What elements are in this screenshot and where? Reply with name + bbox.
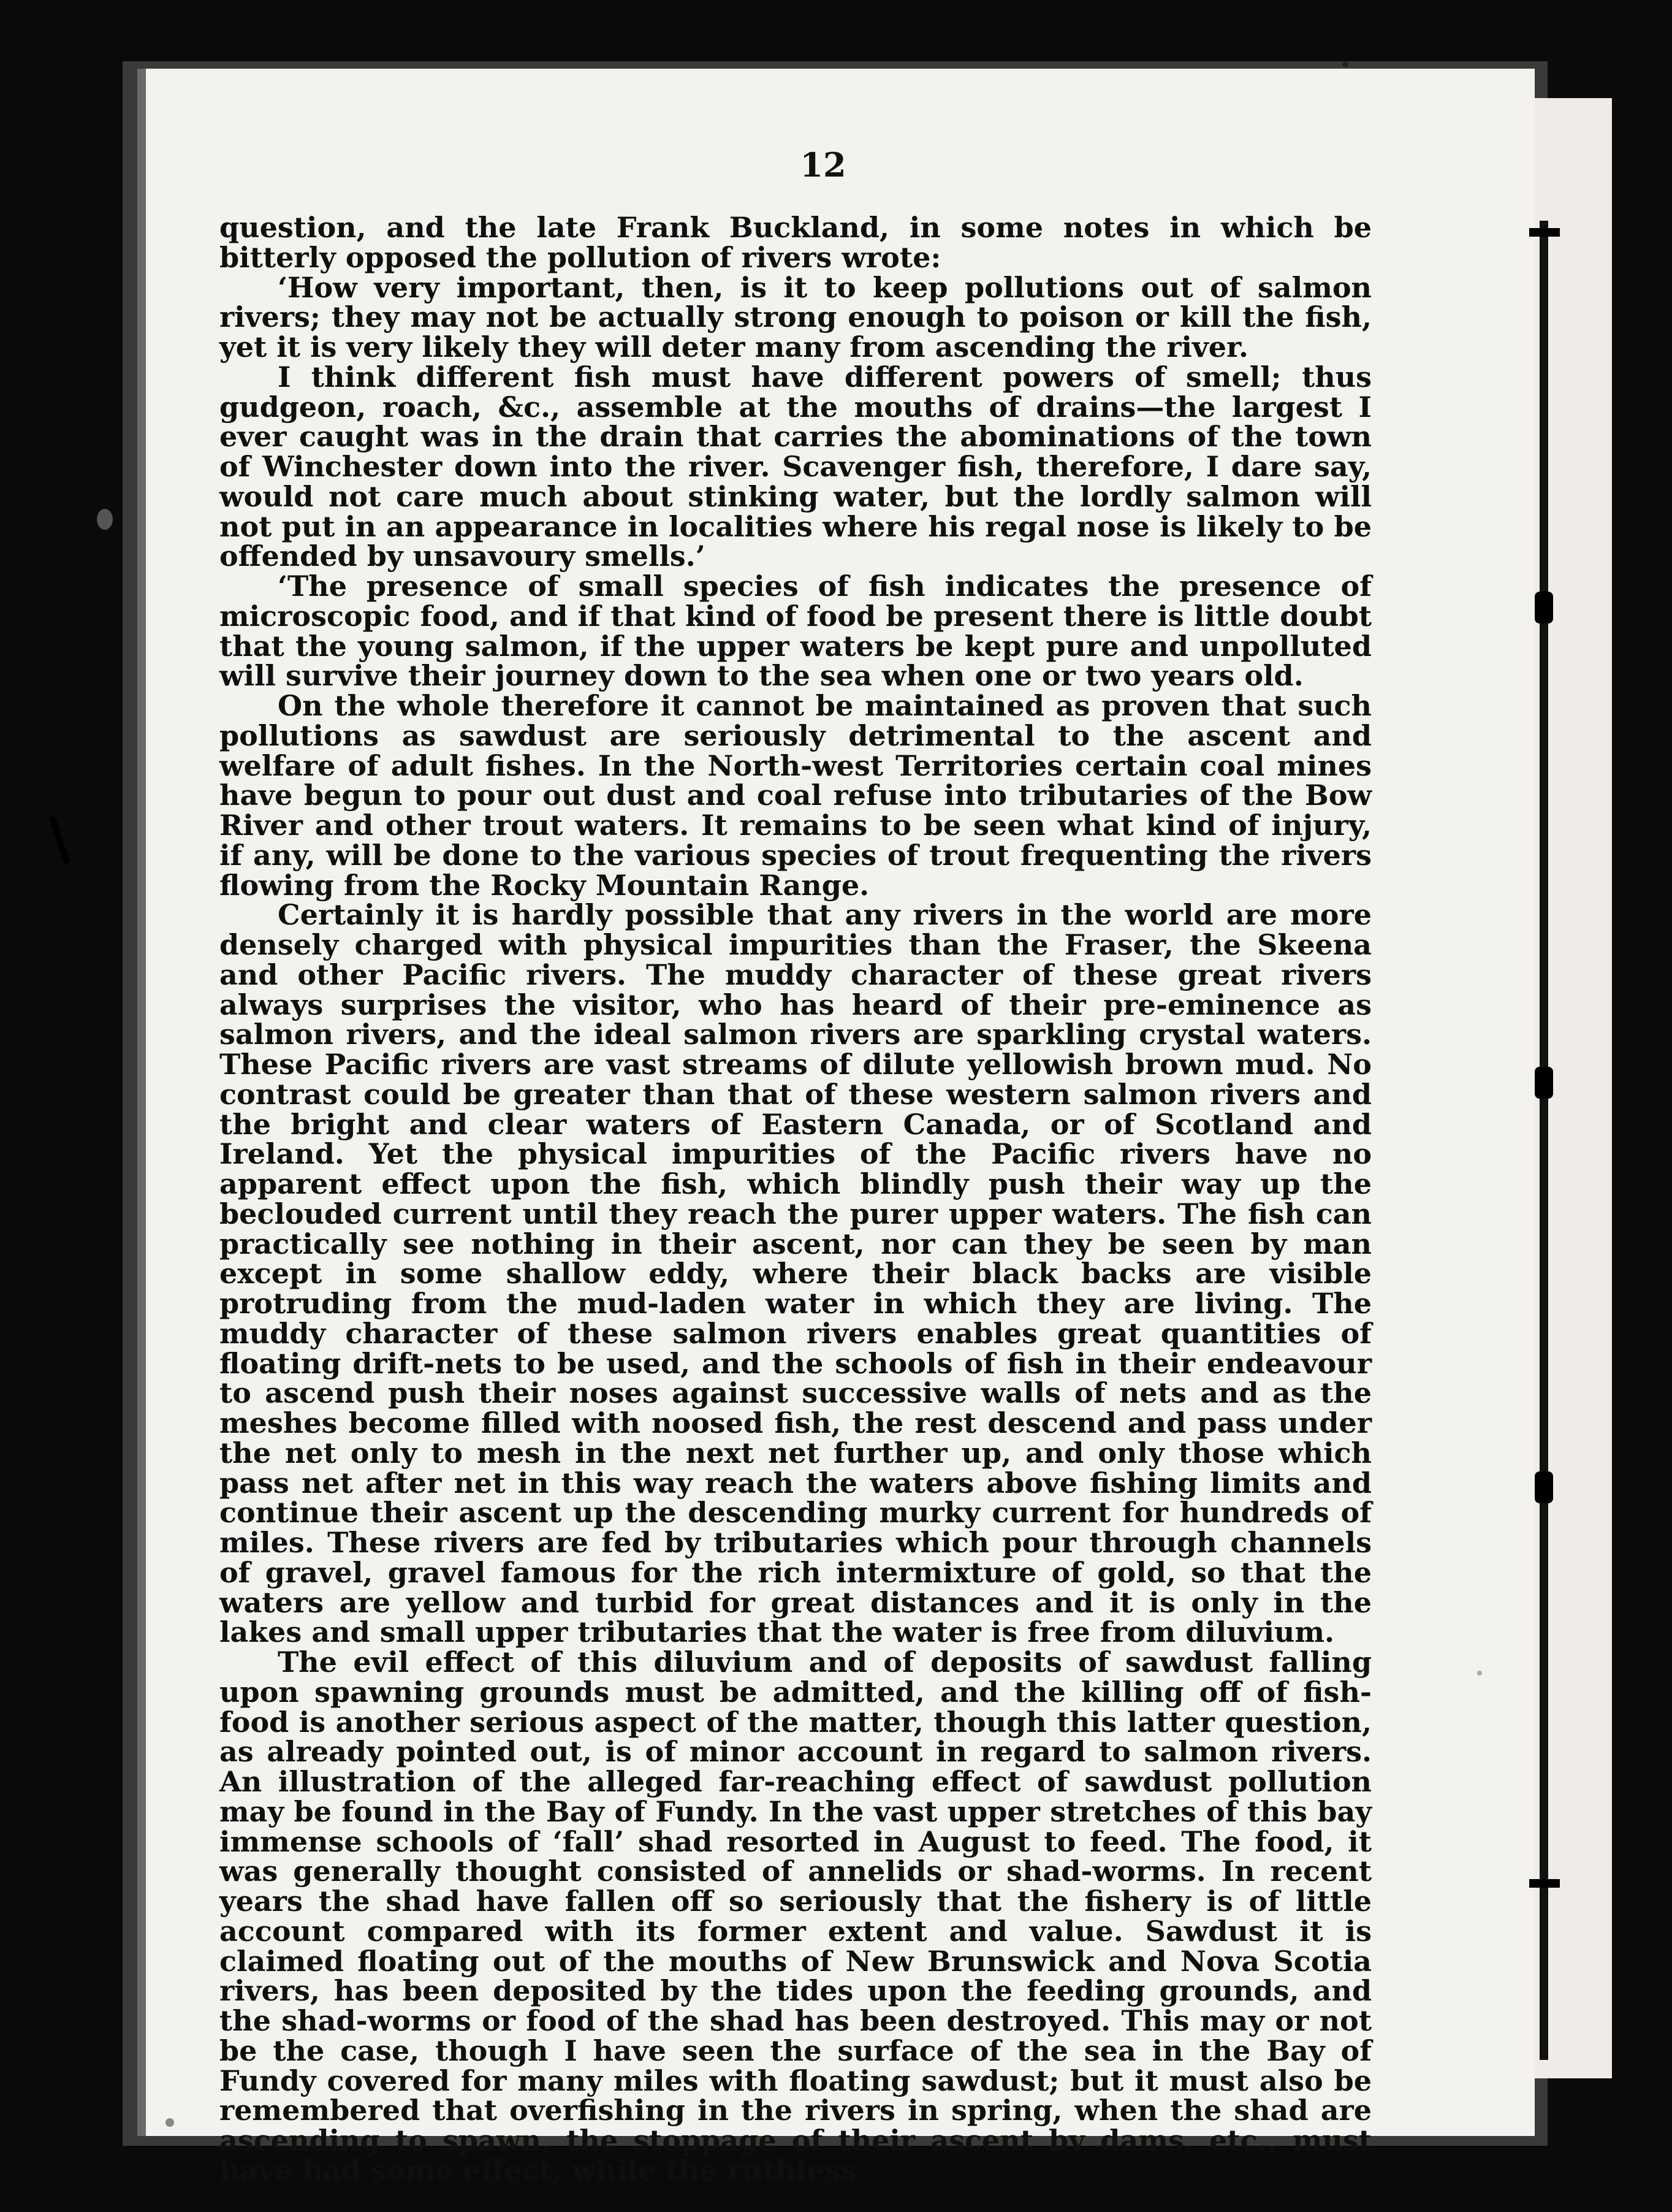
scan-speck [97,509,113,530]
scan-speck [1342,61,1348,67]
thread-knot [1529,1879,1560,1888]
paragraph-2: ‘How very important, then, is it to keep pollutions out of salmon rivers; they may not be actually strong enough to poison or kill the fish, yet it is very likely they will deter many from ascending the river. [219,270,1372,364]
scan-mark [49,815,70,864]
paragraph-5: On the whole therefore it cannot be maintained as proven that such pollutions as sawdust are seriously detrimental to the ascent and welfare of adult fishes. In the North-west Territories certain coal mines have begun to pour out dust and coal refuse into tributaries of the Bow River and other trout waters. It remains to be seen what kind of injury, if any, will be done to the various species of trout frequenting the rivers flowing from the Rocky Mountain Range. [219,689,1372,902]
thread-bead [1535,1067,1553,1099]
thread-bead [1535,1471,1553,1503]
paragraph-1: question, and the late Frank Buckland, in some notes in which be bitterly opposed the pollution of rivers wrote: [219,211,1372,274]
thread-knot [1529,228,1560,237]
page-number: 12 [800,145,846,185]
scan-speck [165,2118,174,2127]
book-page [137,69,1535,2187]
paragraph-3: I think different fish must have different powers of smell; thus gudgeon, roach, &c., assemble at the mouths of drains—the largest I ever caught was in the drain that carries the abominations of the town of Winchester down into the river. Scavenger fish, therefore, I dare say, would not care much about stinking water, but the lordly salmon will not put in an appearance in localities where his regal nose is likely to be offended by unsavoury smells.’ [219,360,1372,573]
body-text [219,213,1372,2186]
thread-bead [1535,592,1553,624]
paragraph-4: ‘The presence of small species of fish indicates the presence of microscopic food, and if that kind of food be present there is little doubt that the young salmon, if the upper waters be kept pure and unpolluted will survive their journey down to the sea when one or two years old. [219,570,1372,693]
binding-thread [1540,221,1548,2060]
scan-speck [1477,1671,1482,1676]
paragraph-7: The evil effect of this diluvium and of deposits of sawdust falling upon spawning grounds must be admitted, and the killing off of fish-food is another serious aspect of the matter, though this latter question, as already pointed out, is of minor account in regard to salmon rivers. An illustration of the alleged far-reaching effect of sawdust pollution may be found in the Bay of Fundy. In the vast upper stretches of this bay immense schools of ‘fall’ shad resorted in August to feed. The food, it was generally thought consisted of annelids or shad-worms. In recent years the shad have fallen off so seriously that the fishery is of little account compared with its former extent and value. Sawdust it is claimed floating out of the mouths of New Brunswick and Nova Scotia rivers, has been deposited by the tides upon the feeding grounds, and the shad-worms or food of the shad has been destroyed. This may or not be the case, though I have seen the surface of the sea in the Bay of Fundy covered for many miles with floating sawdust; but it must also be remembered that overfishing in the rivers in spring, when the shad are ascending to spawn, the stoppage of their ascent by dams, etc., must have had some effect, while the ruthless [219,1646,1372,2187]
paragraph-6: Certainly it is hardly possible that any rivers in the world are more densely charged with physical impurities than the Fraser, the Skeena and other Pacific rivers. The muddy character of these great rivers always surprises the visitor, who has heard of their pre-eminence as salmon rivers, and the ideal salmon rivers are sparkling crystal waters. These Pacific rivers are vast streams of dilute yellowish brown mud. No contrast could be greater than that of these western salmon rivers and the bright and clear waters of Eastern Canada, or of Scotland and Ireland. Yet the physical impurities of the Pacific rivers have no apparent effect upon the fish, which blindly push their way up the beclouded current until they reach the purer upper waters. The fish can practically see nothing in their ascent, nor can they be seen by man except in some shallow eddy, where their black backs are visible protruding from the mud-laden water in which they are living. The muddy character of these salmon rivers enables great quantities of floating drift-nets to be used, and the schools of fish in their endeavour to ascend push their noses against successive walls of nets and as the meshes become filled with noosed fish, the rest descend and pass under the net only to mesh in the next net further up, and only those which pass net after net in this way reach the waters above fishing limits and continue their ascent up the descending murky current for hundreds of miles. These rivers are fed by tributaries which pour through channels of gravel, gravel famous for the rich intermixture of gold, so that the waters are yellow and turbid for great distances and it is only in the lakes and small upper tributaries that the water is free from diluvium. [219,898,1372,1649]
